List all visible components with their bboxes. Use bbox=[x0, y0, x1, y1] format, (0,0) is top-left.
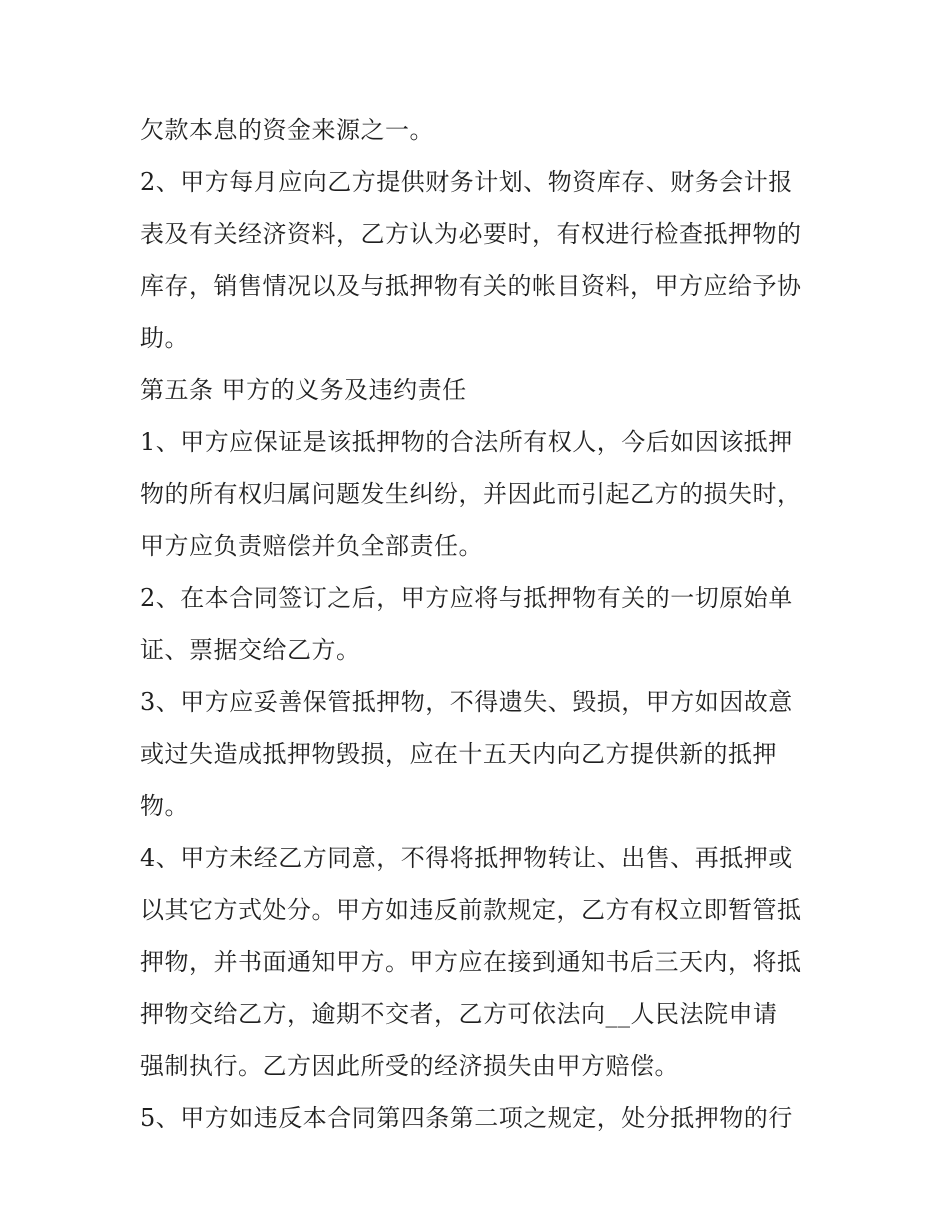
text-line: 以其它方式处分。甲方如违反前款规定，乙方有权立即暂管抵 bbox=[140, 896, 802, 924]
text-line: 2、甲方每月应向乙方提供财务计划、物资库存、财务会计报 bbox=[140, 168, 793, 196]
text-line: 欠款本息的资金来源之一。 bbox=[140, 116, 434, 144]
text-line: 2、在本合同签订之后，甲方应将与抵押物有关的一切原始单 bbox=[140, 584, 793, 612]
text-line: 1、甲方应保证是该抵押物的合法所有权人，今后如因该抵押 bbox=[140, 428, 793, 456]
text-line: 库存，销售情况以及与抵押物有关的帐目资料，甲方应给予协 bbox=[140, 272, 802, 300]
text-line: 押物，并书面通知甲方。甲方应在接到通知书后三天内，将抵 bbox=[140, 948, 802, 976]
text-line: 甲方应负责赔偿并负全部责任。 bbox=[140, 532, 483, 560]
text-line: 证、票据交给乙方。 bbox=[140, 636, 361, 664]
text-line: 3、甲方应妥善保管抵押物，不得遗失、毁损，甲方如因故意 bbox=[140, 688, 793, 716]
text-line: 4、甲方未经乙方同意，不得将抵押物转让、出售、再抵押或 bbox=[140, 844, 793, 872]
text-line: 或过失造成抵押物毁损，应在十五天内向乙方提供新的抵押 bbox=[140, 740, 777, 768]
text-line: 助。 bbox=[140, 324, 189, 352]
section-heading: 第五条 甲方的义务及违约责任 bbox=[140, 376, 467, 404]
text-line: 物。 bbox=[140, 792, 189, 820]
text-line: 强制执行。乙方因此所受的经济损失由甲方赔偿。 bbox=[140, 1052, 679, 1080]
contract-body-text bbox=[140, 104, 830, 1144]
text-line: 表及有关经济资料，乙方认为必要时，有权进行检查抵押物的 bbox=[140, 220, 802, 248]
text-line: 押物交给乙方，逾期不交者，乙方可依法向__人民法院申请 bbox=[140, 1000, 778, 1028]
text-line: 5、甲方如违反本合同第四条第二项之规定，处分抵押物的行 bbox=[140, 1104, 793, 1132]
text-line: 物的所有权归属问题发生纠纷，并因此而引起乙方的损失时， bbox=[140, 480, 802, 508]
